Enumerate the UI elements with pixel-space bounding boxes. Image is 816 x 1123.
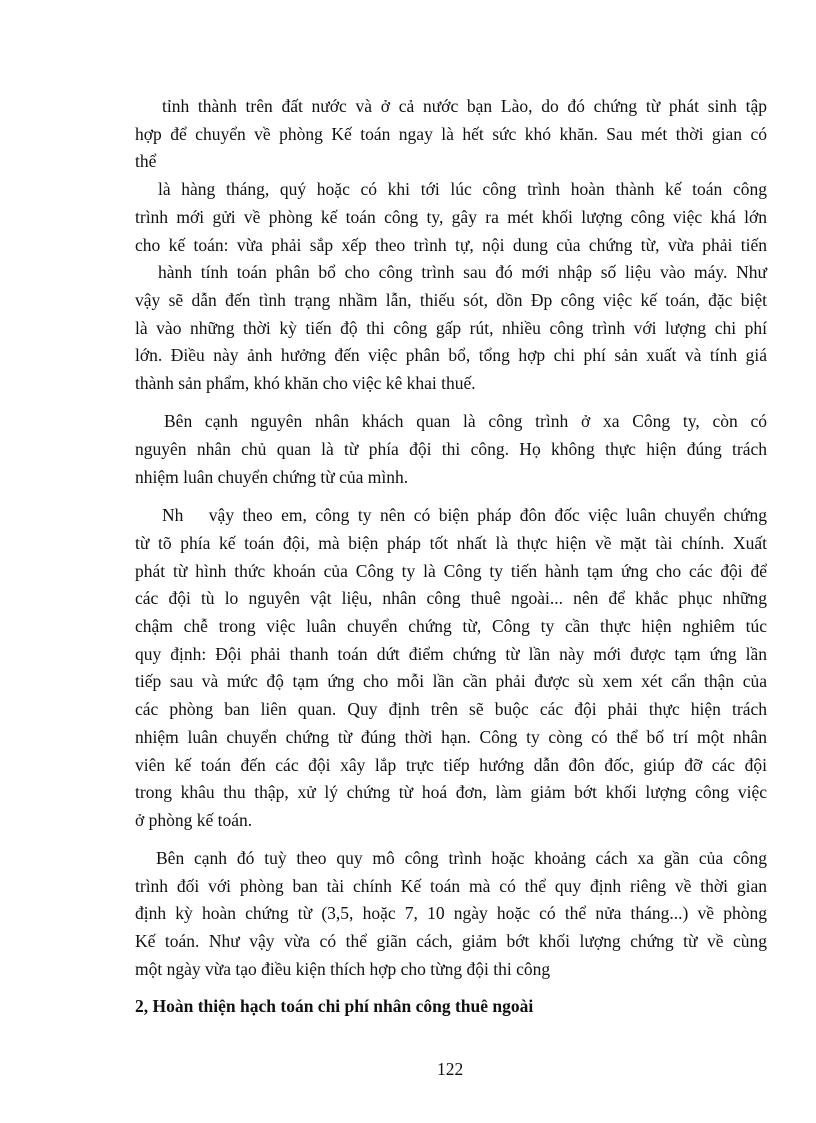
text-line: ở phòng kế toán.: [135, 810, 253, 830]
text-line: viên kế toán đến các đội xây lắp trực tiếp hướng dẫn đôn đốc, giúp đỡ các đội: [135, 755, 767, 775]
text-line: là vào những thời kỳ tiến độ thi công gấp rút, nhiều công trình với lượng chi phí: [135, 318, 767, 338]
text-line: tỉnh thành trên đất nước và ở cả nước bạn Lào, do đó chứng từ phát sinh tập: [162, 96, 767, 116]
text-line: các phòng ban liên quan. Quy định trên sẽ buộc các đội phải thực hiện trách: [135, 699, 767, 719]
text-line: quy định: Đội phải thanh toán dứt điểm chứng từ lần này mới được tạm ứng lần: [135, 644, 767, 664]
text-line: Bên cạnh đó tuỳ theo quy mô công trình hoặc khoảng cách xa gần của công: [156, 848, 767, 868]
text-line: từ tõ phía kế toán đội, mà biện pháp tốt nhất là thực hiện về mặt tài chính. Xuất: [135, 533, 767, 553]
text-line: nguyên nhân chủ quan là từ phía đội thi công. Họ không thực hiện đúng trách: [135, 439, 767, 459]
text-line: hành tính toán phân bổ cho công trình sau đó mới nhập số liệu vào máy. Như: [158, 262, 767, 282]
text-line: hợp để chuyển về phòng Kế toán ngay là hết sức khó khăn. Sau mét thời gian có: [135, 124, 767, 144]
text-line: cho kế toán: vừa phải sắp xếp theo trình tự, nội dung của chứng từ, vừa phải tiến: [135, 235, 767, 255]
text-line: là hàng tháng, quý hoặc có khi tới lúc công trình hoàn thành kế toán công: [158, 179, 767, 199]
text-line: thành sản phẩm, khó khăn cho việc kê khai thuế.: [135, 373, 476, 393]
text-line: chậm chễ trong việc luân chuyển chứng từ, Công ty cần thực hiện nghiêm túc: [135, 616, 767, 636]
section-heading: 2, Hoàn thiện hạch toán chi phí nhân công thuê ngoài: [135, 996, 534, 1016]
text-line: Nh vậy theo em, công ty nên có biện pháp đôn đốc việc luân chuyển chứng: [162, 505, 767, 525]
text-line: lớn. Điều này ảnh hưởng đến việc phân bổ, tổng hợp chi phí sản xuất và tính giá: [135, 345, 767, 365]
text-line: tiếp sau và mức độ tạm ứng cho mỗi lần cần phải được sù xem xét cẩn thận của: [135, 671, 767, 691]
text-line: vậy sẽ dẫn đến tình trạng nhầm lẫn, thiếu sót, dồn Đp công việc kế toán, đặc biệt: [135, 290, 767, 310]
text-line: định kỳ hoàn chứng từ (3,5, hoặc 7, 10 ngày hoặc có thể nửa tháng...) về phòng: [135, 903, 767, 923]
text-line: một ngày vừa tạo điều kiện thích hợp cho từng đội thi công: [135, 959, 551, 979]
text-line: các đội tù lo nguyên vật liệu, nhân công thuê ngoài... nên để khắc phục những: [135, 588, 767, 608]
text-line: Bên cạnh nguyên nhân khách quan là công trình ở xa Công ty, còn có: [164, 411, 767, 431]
text-line: Kế toán. Như vậy vừa có thể giãn cách, giảm bớt khối lượng chứng từ về cùng: [135, 931, 767, 951]
text-line: thể: [135, 151, 157, 171]
page-number: 122: [437, 1059, 464, 1079]
text-line: trình mới gửi về phòng kế toán công ty, gây ra mét khối lượng công việc khá lớn: [135, 207, 767, 227]
text-line: nhiệm luân chuyển chứng từ của mình.: [135, 467, 409, 487]
text-line: nhiệm luân chuyển chứng từ đúng thời hạn. Công ty còng có thể bố trí một nhân: [135, 727, 767, 747]
text-line: trình đối với phòng ban tài chính Kế toán mà có thể quy định riêng về thời gian: [135, 876, 767, 896]
text-line: trong khâu thu thập, xử lý chứng từ hoá đơn, làm giảm bớt khối lượng công việc: [135, 782, 767, 802]
text-line: phát từ hình thức khoán của Công ty là Công ty tiến hành tạm ứng cho các đội để: [135, 561, 767, 581]
